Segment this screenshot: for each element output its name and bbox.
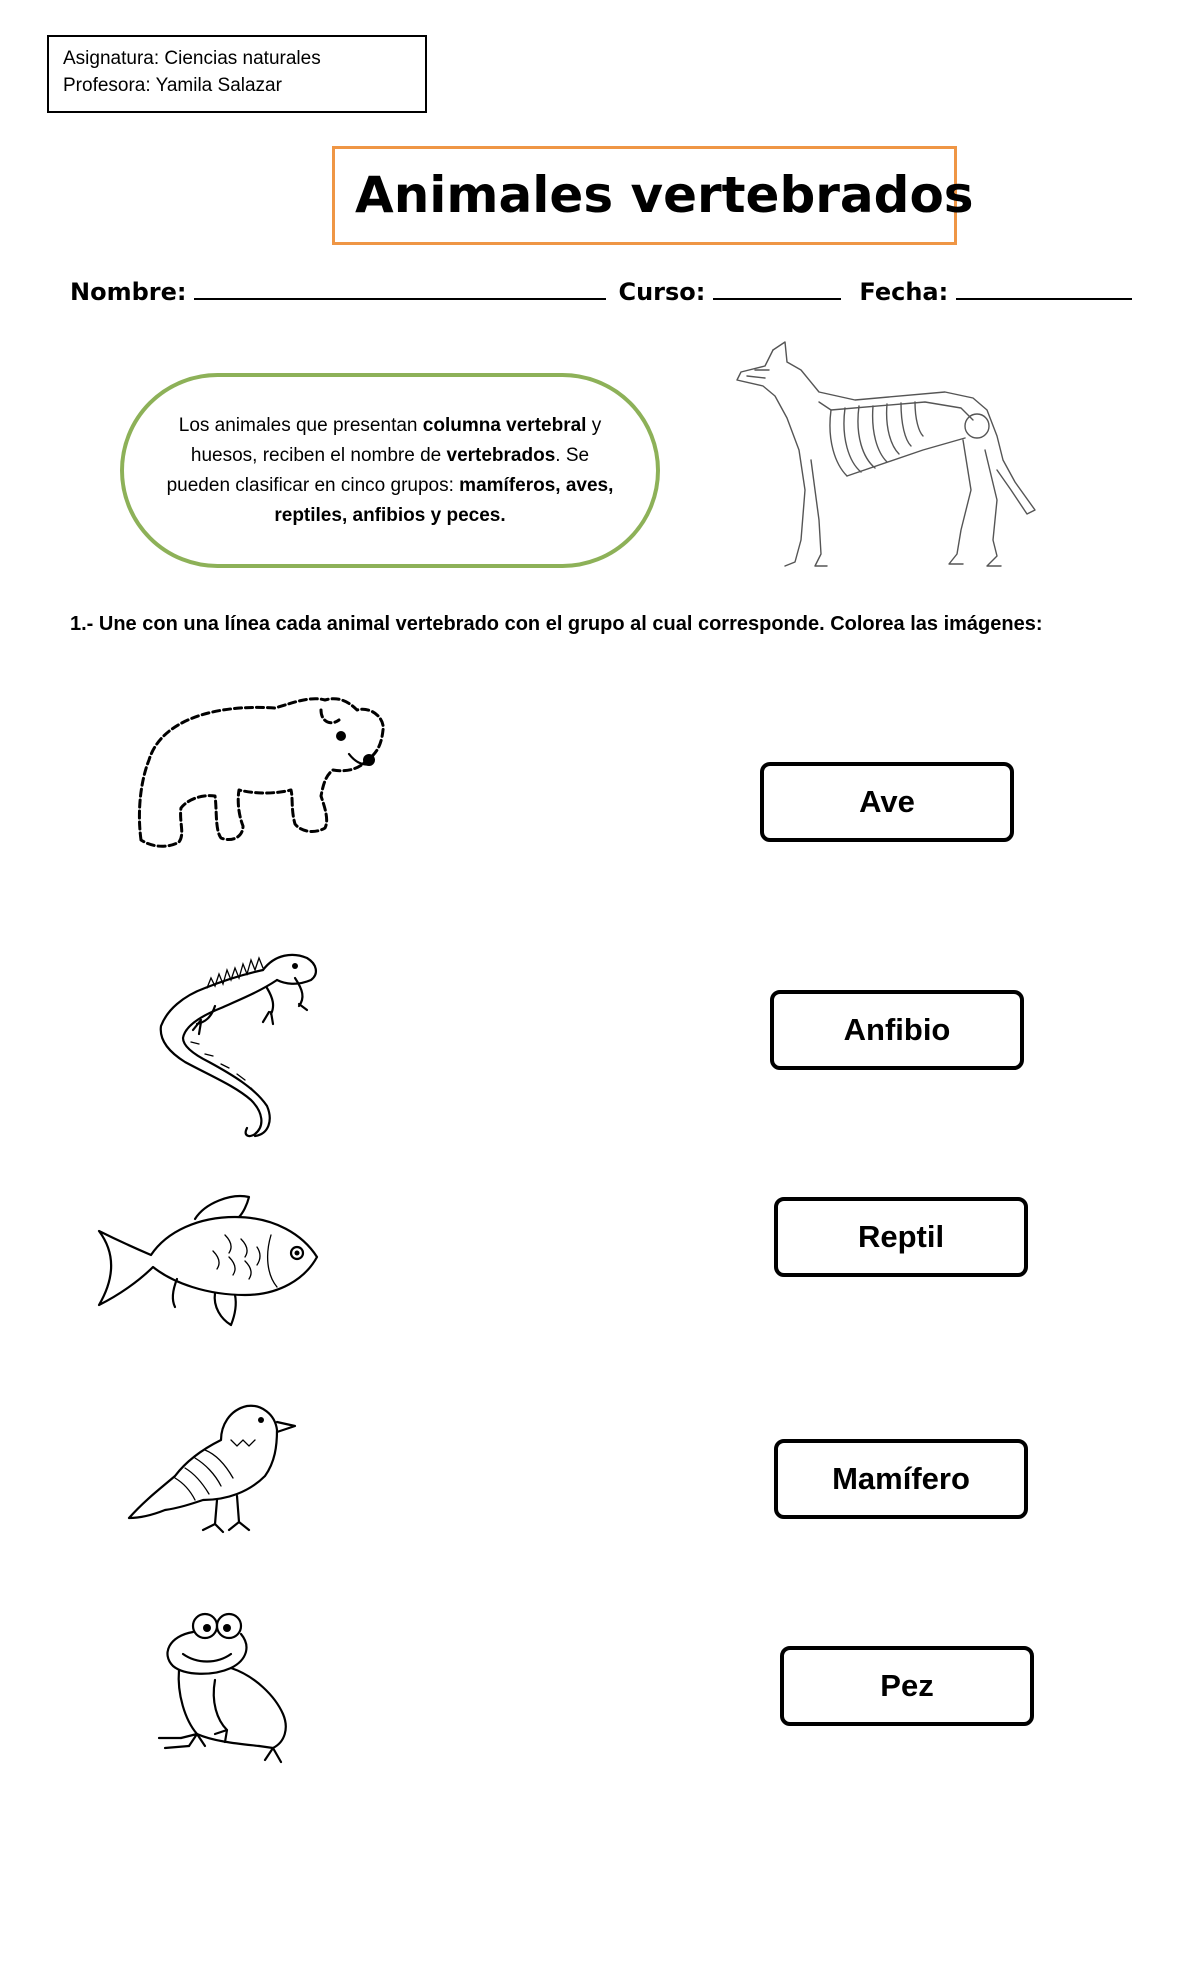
group-box-anfibio[interactable] bbox=[770, 990, 1024, 1070]
group-label: Anfibio bbox=[843, 1012, 951, 1047]
group-label: Mamífero bbox=[832, 1461, 970, 1496]
fish-icon bbox=[95, 1195, 325, 1330]
course-blank[interactable] bbox=[713, 276, 841, 300]
dog-skeleton-icon bbox=[735, 340, 1045, 572]
teacher-text: Profesora: Yamila Salazar bbox=[63, 75, 282, 96]
date-blank[interactable] bbox=[956, 276, 1132, 300]
group-label: Reptil bbox=[857, 1219, 945, 1254]
bird-icon bbox=[125, 1400, 315, 1545]
definition-bold: columna vertebral bbox=[422, 414, 587, 436]
definition-part: Los animales que presentan bbox=[178, 414, 423, 436]
group-box-pez[interactable] bbox=[780, 1646, 1034, 1726]
student-fields bbox=[70, 276, 1140, 306]
name-label: Nombre: bbox=[70, 278, 187, 306]
subject-info-box bbox=[47, 35, 427, 113]
definition-part: . Se pueden clasificar en cinco grupos: bbox=[166, 444, 590, 496]
group-box-ave[interactable] bbox=[760, 762, 1014, 842]
definition-bold: vertebrados bbox=[446, 444, 556, 466]
definition-box bbox=[120, 373, 660, 568]
instruction-text: 1.- Une con una línea cada animal vertebrado con el grupo al cual corresponde. Colorea las imágenes: bbox=[70, 613, 1043, 635]
definition-text bbox=[160, 411, 620, 531]
subject-text: Asignatura: Ciencias naturales bbox=[63, 48, 321, 69]
definition-part: y huesos, reciben el nombre de bbox=[190, 414, 602, 466]
group-label: Pez bbox=[880, 1668, 934, 1703]
page-title: Animales vertebrados bbox=[355, 166, 974, 224]
date-label: Fecha: bbox=[859, 278, 949, 306]
frog-icon bbox=[155, 1610, 315, 1765]
course-label: Curso: bbox=[618, 278, 706, 306]
group-box-reptil[interactable] bbox=[774, 1197, 1028, 1277]
bear-icon bbox=[135, 690, 395, 860]
group-label: Ave bbox=[859, 784, 915, 819]
definition-bold: mamíferos, aves, reptiles, anfibios y peces. bbox=[274, 474, 614, 526]
group-box-mamifero[interactable] bbox=[774, 1439, 1028, 1519]
iguana-icon bbox=[155, 940, 330, 1140]
name-blank[interactable] bbox=[194, 276, 606, 300]
